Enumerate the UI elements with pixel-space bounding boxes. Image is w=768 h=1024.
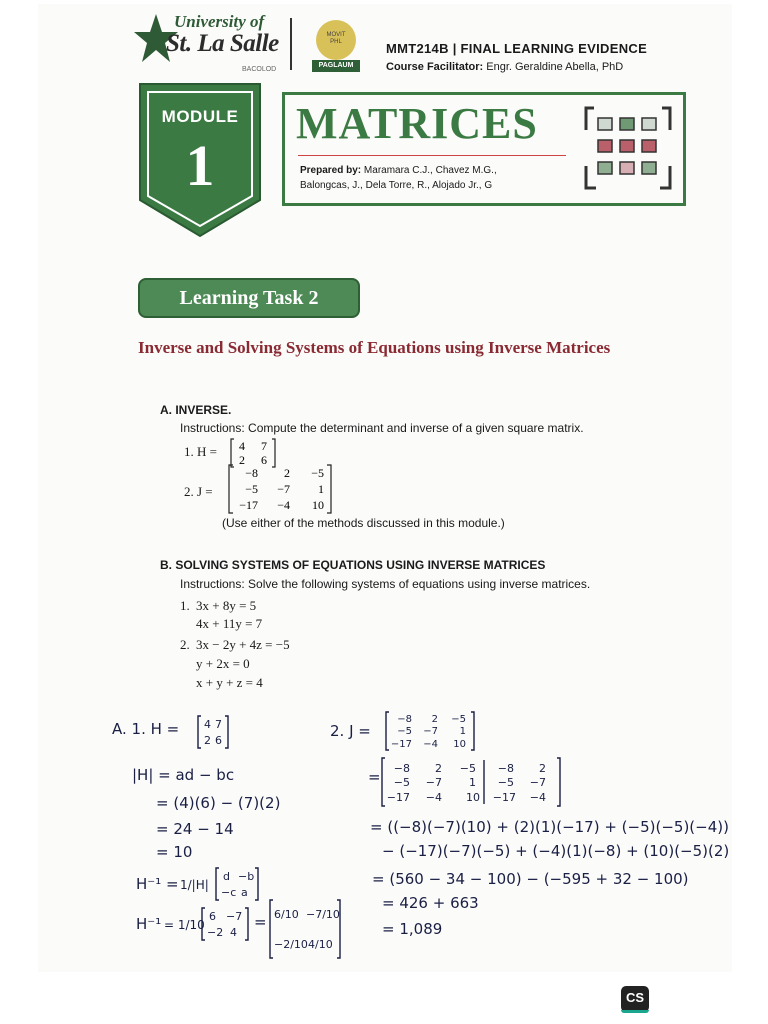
svg-text:−7: −7 [226,910,243,923]
svg-text:−4: −4 [423,739,438,750]
hw-augmented-matrix [380,756,562,808]
hw-inverse-result [268,898,342,960]
h-cell: 4 [239,439,245,453]
camscanner-badge[interactable]: CS [621,986,649,1012]
hw-step5: = 1,089 [382,920,443,938]
svg-text:−5: −5 [451,714,466,725]
module-number: 1 [185,133,215,198]
svg-text:−4: −4 [529,791,546,804]
svg-text:−5: −5 [459,762,476,775]
svg-text:−c: −c [221,886,237,899]
item2-label: 2. J = [184,484,213,499]
svg-text:−7: −7 [529,776,546,789]
svg-text:−7/10: −7/10 [306,908,340,921]
part-b-instructions: Instructions: Solve the following systems of equations using inverse matrices. [180,577,591,591]
hw-inv2-lhs: H⁻¹ [136,915,162,933]
hw-adj-matrix [214,866,260,902]
hw-matrix-j [384,710,476,752]
part-a-instructions: Instructions: Compute the determinant and inverse of a given square matrix. [180,421,584,435]
svg-text:6: 6 [215,734,222,747]
svg-text:1: 1 [469,776,476,789]
svg-text:4/10: 4/10 [308,938,333,951]
eq2-label: 2. [180,637,190,652]
svg-text:−5: −5 [397,726,412,737]
svg-text:2: 2 [539,762,546,775]
hw-inv2-frac: = 1/10 [164,918,205,932]
h-cell: 7 [261,439,267,453]
hw-aug-eq: = [368,768,381,786]
hw-inv-lhs: H⁻¹ = [136,875,179,893]
hw-det-def: |H| = ad − bc [132,766,235,784]
svg-text:−5: −5 [393,776,410,789]
svg-text:2: 2 [431,714,438,725]
j-cell: −8 [245,466,258,480]
svg-text:4: 4 [204,718,211,731]
part-b-header: B. SOLVING SYSTEMS OF EQUATIONS USING INVERSE MATRICES [160,558,546,572]
logo-top-text: University of [174,12,265,31]
svg-text:6: 6 [209,910,216,923]
badge-band: PAGLAUM [312,60,360,72]
svg-text:2: 2 [435,762,442,775]
svg-text:2: 2 [204,734,211,747]
svg-text:−7: −7 [423,726,438,737]
hw-inv2-matrix [200,906,250,942]
logo-sub-text: BACOLOD [242,66,277,73]
eq1-label: 1. [180,598,190,613]
svg-text:−8: −8 [393,762,410,775]
hw-step4: = 426 + 663 [382,894,479,912]
hw-step1: = ((−8)(−7)(10) + (2)(1)(−17) + (−5)(−5)(−4)) [370,818,729,836]
svg-text:10: 10 [466,791,480,804]
hw-inv-frac: 1/|H| [180,878,209,892]
hw-step3: = (560 − 34 − 100) − (−595 + 32 − 100) [372,870,689,888]
j-cell: 1 [318,482,324,496]
hw-det-step2: = 24 − 14 [156,820,234,838]
svg-text:−2/10: −2/10 [274,938,308,951]
eq1a: 3x + 8y = 5 [196,598,257,613]
module-title: MATRICES [296,99,538,148]
j-cell: −5 [245,482,258,496]
paglaum-badge: MOVIT PHL PAGLAUM [312,20,360,76]
part-a-header: A. INVERSE. [160,403,232,417]
svg-text:1: 1 [459,726,466,737]
title-underline [298,155,566,156]
hw-a1-label: A. 1. H = [112,720,180,738]
learning-task-label: Learning Task 2 [179,287,319,309]
matrix-j [228,464,332,514]
header-divider [290,18,292,70]
part-a-note: (Use either of the methods discussed in this module.) [222,516,505,530]
svg-text:−4: −4 [425,791,442,804]
prepared-by: Prepared by: Maramara C.J., Chavez M.G., Balongcas, J., Dela Torre, R., Alojado Jr., G [300,165,497,191]
j-cell: −4 [277,498,290,512]
h-cell: 6 [261,453,267,467]
svg-text:10: 10 [453,739,466,750]
course-facilitator: Course Facilitator: Engr. Geraldine Abella, PhD [386,61,624,73]
j-cell: 2 [284,466,290,480]
j-cell: −5 [311,466,324,480]
j-cell: −7 [277,482,290,496]
svg-text:4: 4 [230,926,237,939]
section-title: Inverse and Solving Systems of Equations using Inverse Matrices [138,338,611,357]
badge-accent [621,1010,649,1013]
item1-label: 1. H = [184,444,217,459]
hw-det-step1: = (4)(6) − (7)(2) [156,794,281,812]
svg-text:−17: −17 [386,791,410,804]
hw-j-label: 2. J = [330,722,371,740]
hw-step2: − (−17)(−7)(−5) + (−4)(1)(−8) + (10)(−5)(2) [382,842,730,860]
eq1b: 4x + 11y = 7 [196,616,263,631]
svg-text:6/10: 6/10 [274,908,299,921]
svg-text:a: a [241,886,248,899]
h-cell: 2 [239,453,245,467]
hw-det-step3: = 10 [156,843,193,861]
matrix-grid-icon [582,104,674,192]
university-logo [132,10,290,78]
svg-text:7: 7 [215,718,222,731]
hw-matrix-h [196,714,230,750]
eq2b: y + 2x = 0 [196,656,250,671]
svg-text:−17: −17 [492,791,516,804]
svg-text:−2: −2 [207,926,224,939]
svg-text:−7: −7 [425,776,442,789]
course-title: MMT214B | FINAL LEARNING EVIDENCE [386,41,648,56]
module-label: MODULE [161,107,239,126]
j-cell: 10 [312,498,324,512]
svg-text:−8: −8 [497,762,514,775]
svg-text:−5: −5 [497,776,514,789]
svg-text:−b: −b [238,870,255,883]
svg-text:−8: −8 [397,714,412,725]
logo-main-text: St. La Salle [166,30,279,57]
j-cell: −17 [239,498,258,512]
svg-text:−17: −17 [390,739,412,750]
eq2c: x + y + z = 4 [196,675,263,690]
eq2a: 3x − 2y + 4z = −5 [196,637,290,652]
svg-text:d: d [223,870,230,883]
